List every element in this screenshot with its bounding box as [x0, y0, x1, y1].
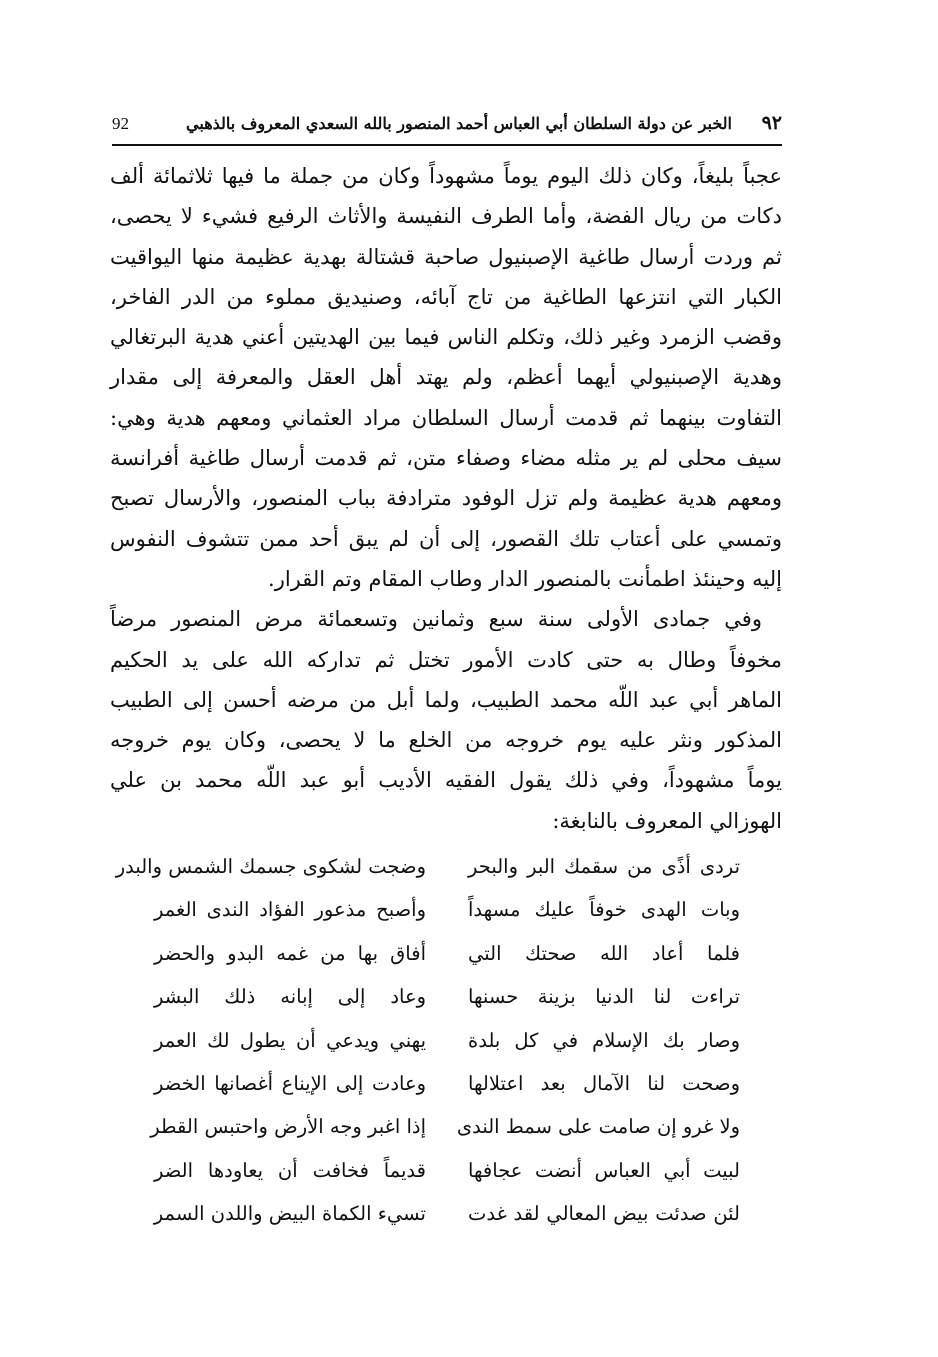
verse-second-hemistich: أفاق بها من غمه البدو والحضر	[154, 941, 426, 965]
verse-first-hemistich: تردى أذًى من سقمك البر والبحر	[468, 855, 740, 878]
verse-first-hemistich: لئن صدئت بيض المعالي لقد غدت	[468, 1202, 740, 1226]
poem-verse	[140, 1062, 740, 1105]
page-number-latin: 92	[112, 114, 129, 133]
text-line: عجباً بليغاً، وكان ذلك اليوم يوماً مشهوداً وكان من جملة ما فيها ثلاثمائة ألف	[110, 164, 782, 188]
text-line: إليه وحينئذ اطمأنت بالمنصور الدار وطاب المقام وتم القرار.	[268, 566, 782, 591]
text-line: التفاوت بينهما ثم قدمت أرسال السلطان مراد العثماني ومعهم هدية وهي:	[110, 405, 782, 430]
verse-first-hemistich: ولا غرو إن صامت على سمط الندى	[456, 1115, 740, 1139]
header-rule	[112, 144, 782, 146]
poem-verse	[140, 975, 740, 1018]
poem-verse	[140, 1149, 740, 1192]
text-line: وقضب الزمرد وغير ذلك، وتكلم الناس فيما بين الهديتين أعني هدية البرتغالي	[110, 325, 782, 350]
text-line: وهدية الإصبنيولي أيهما أعظم، ولم يهتد أهل العقل والمعرفة إلى مقدار	[110, 365, 782, 390]
poem-verse	[140, 1192, 740, 1235]
text-line: الكبار التي انتزعها الطاغية من تاج آبائه، وصنيديق مملوء من الدر الفاخر،	[110, 284, 782, 309]
text-line: دكات من ريال الفضة، وأما الطرف النفيسة والأثاث الرفيع فشيء لا يحصى،	[110, 204, 782, 229]
verse-first-hemistich: وصحت لنا الآمال بعد اعتلالها	[468, 1071, 740, 1095]
page-number-arabic: ٩٢	[761, 112, 782, 134]
verse-second-hemistich: وعاد إلى إبانه ذلك البشر	[154, 985, 426, 1009]
poem-verse	[140, 1105, 740, 1148]
text-line: الماهر أبي عبد اللّه محمد الطبيب، ولما أبل من مرضه أحسن إلى الطبيب	[110, 687, 782, 712]
text-line: ثم وردت أرسال طاغية الإصبنيول صاحبة قشتالة بهدية عظيمة منها اليواقيت	[110, 244, 782, 269]
text-line: وتمسي على أعتاب تلك القصور، إلى أن لم يبق أحد ممن تتشوف النفوس	[110, 526, 782, 551]
poem-verse	[115, 845, 740, 888]
verse-first-hemistich: فلما أعاد الله صحتك التي	[468, 941, 740, 965]
text-line: مخوفاً وطال به حتى كادت الأمور تختل ثم تداركه الله على يد الحكيم	[110, 647, 782, 672]
poem-verse	[140, 932, 740, 975]
running-header	[112, 112, 782, 142]
verse-first-hemistich: لبيت أبي العباس أنضت عجافها	[468, 1158, 740, 1182]
verse-second-hemistich: يهني ويدعي أن يطول لك العمر	[154, 1028, 426, 1052]
body-text	[110, 156, 782, 841]
verse-first-hemistich: وصار بك الإسلام في كل بلدة	[468, 1028, 740, 1052]
verse-second-hemistich: قديماً فخافت أن يعاودها الضر	[154, 1158, 426, 1182]
paragraph-start-line: وفي جمادى الأولى سنة سبع وثمانين وتسعمائة مرض المنصور مرضاً	[110, 607, 762, 632]
verse-second-hemistich: تسيء الكماة البيض واللدن السمر	[153, 1202, 426, 1226]
verse-first-hemistich: وبات الهدى خوفاً عليك مسهداً	[468, 898, 740, 922]
verse-second-hemistich: وأصبح مذعور الفؤاد الندى الغمر	[154, 898, 426, 922]
poem	[115, 845, 740, 1236]
text-line: ومعهم هدية عظيمة ولم تزل الوفود مترادفة بباب المنصور، والأرسال تصبح	[110, 486, 782, 511]
verse-first-hemistich: تراءت لنا الدنيا بزينة حسنها	[468, 985, 740, 1009]
verse-second-hemistich: وضجت لشكوى جسمك الشمس والبدر	[115, 855, 426, 878]
running-title: الخبر عن دولة السلطان أبي العباس أحمد المنصور بالله السعدي المعروف بالذهبي	[186, 114, 732, 133]
poem-verse	[140, 888, 740, 931]
text-line: الهوزالي المعروف بالنابغة:	[552, 808, 782, 833]
verse-second-hemistich: وعادت إلى الإيناع أغصانها الخضر	[154, 1071, 426, 1095]
text-line: سيف محلى لم ير مثله مضاء وصفاء متن، ثم قدمت أرسال طاغية أفرانسة	[110, 446, 782, 471]
text-line: المذكور ونثر عليه يوم خروجه من الخلع ما لا يحصى، وكان يوم خروجه	[110, 728, 782, 753]
poem-verse	[140, 1019, 740, 1062]
verse-second-hemistich: إذا اغبر وجه الأرض واحتبس القطر	[150, 1115, 426, 1139]
text-line: يوماً مشهوداً، وفي ذلك يقول الفقيه الأديب أبو عبد اللّه محمد بن علي	[110, 768, 782, 793]
